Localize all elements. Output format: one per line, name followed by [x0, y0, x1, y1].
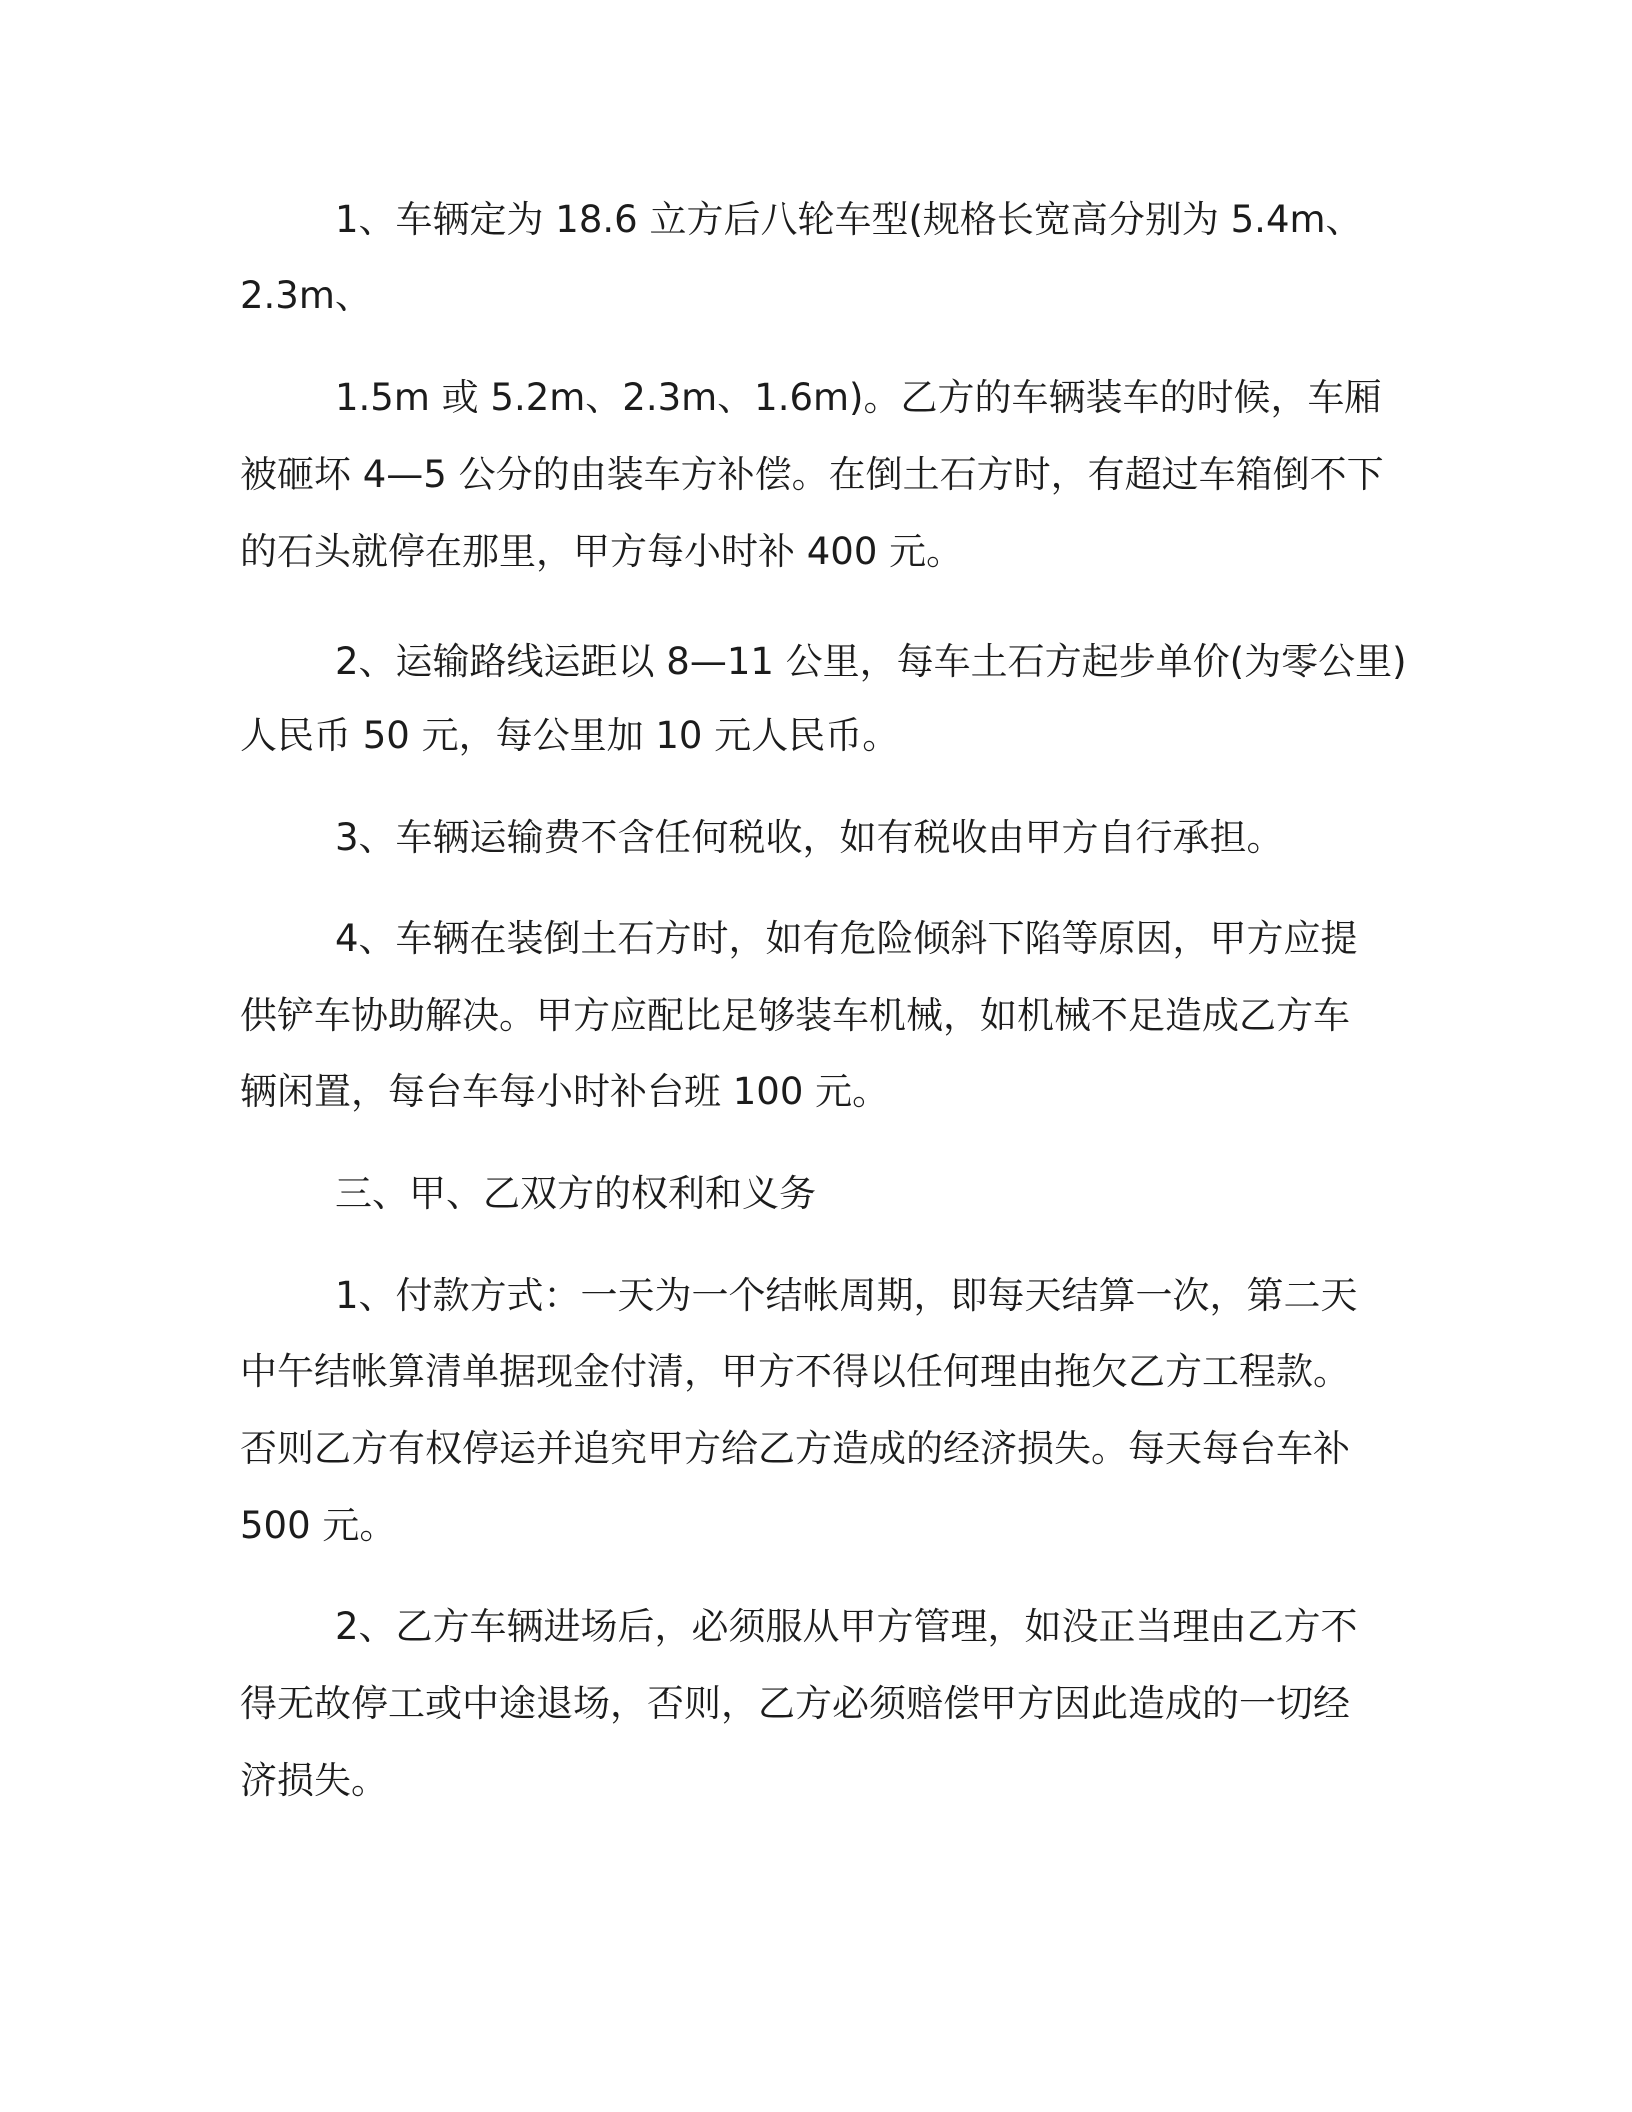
paragraph-2-line-1: 1.5m 或 5.2m、2.3m、1.6m)。乙方的车辆装车的时候，车厢	[335, 376, 1382, 419]
paragraph-5-line-1: 4、车辆在装倒土石方时，如有危险倾斜下陷等原因，甲方应提	[335, 917, 1358, 960]
paragraph-7-line-2: 中午结帐算清单据现金付清，甲方不得以任何理由拖欠乙方工程款。	[240, 1350, 1350, 1393]
paragraph-8-line-1: 2、乙方车辆进场后，必须服从甲方管理，如没正当理由乙方不	[335, 1605, 1358, 1648]
paragraph-3-line-2: 人民币 50 元，每公里加 10 元人民币。	[240, 714, 900, 757]
paragraph-1-line-1: 1、车辆定为 18.6 立方后八轮车型(规格长宽高分别为 5.4m、	[335, 198, 1363, 241]
paragraph-7-line-4: 500 元。	[240, 1504, 397, 1547]
paragraph-1-line-2: 2.3m、	[240, 274, 372, 317]
paragraph-8-line-2: 得无故停工或中途退场，否则，乙方必须赔偿甲方因此造成的一切经	[240, 1682, 1350, 1725]
paragraph-8-line-3: 济损失。	[240, 1759, 388, 1802]
section-heading: 三、甲、乙双方的权利和义务	[335, 1172, 816, 1215]
paragraph-3-line-1: 2、运输路线运距以 8—11 公里，每车土石方起步单价(为零公里)	[335, 640, 1407, 683]
paragraph-7-line-1: 1、付款方式：一天为一个结帐周期，即每天结算一次，第二天	[335, 1274, 1358, 1317]
paragraph-5-line-3: 辆闲置，每台车每小时补台班 100 元。	[240, 1070, 890, 1113]
paragraph-7-line-3: 否则乙方有权停运并追究甲方给乙方造成的经济损失。每天每台车补	[240, 1427, 1350, 1470]
paragraph-4-line-1: 3、车辆运输费不含任何税收，如有税收由甲方自行承担。	[335, 816, 1284, 859]
paragraph-2-line-2: 被砸坏 4—5 公分的由装车方补偿。在倒土石方时，有超过车箱倒不下	[240, 453, 1384, 496]
paragraph-5-line-2: 供铲车协助解决。甲方应配比足够装车机械，如机械不足造成乙方车	[240, 994, 1350, 1037]
paragraph-2-line-3: 的石头就停在那里，甲方每小时补 400 元。	[240, 530, 964, 573]
